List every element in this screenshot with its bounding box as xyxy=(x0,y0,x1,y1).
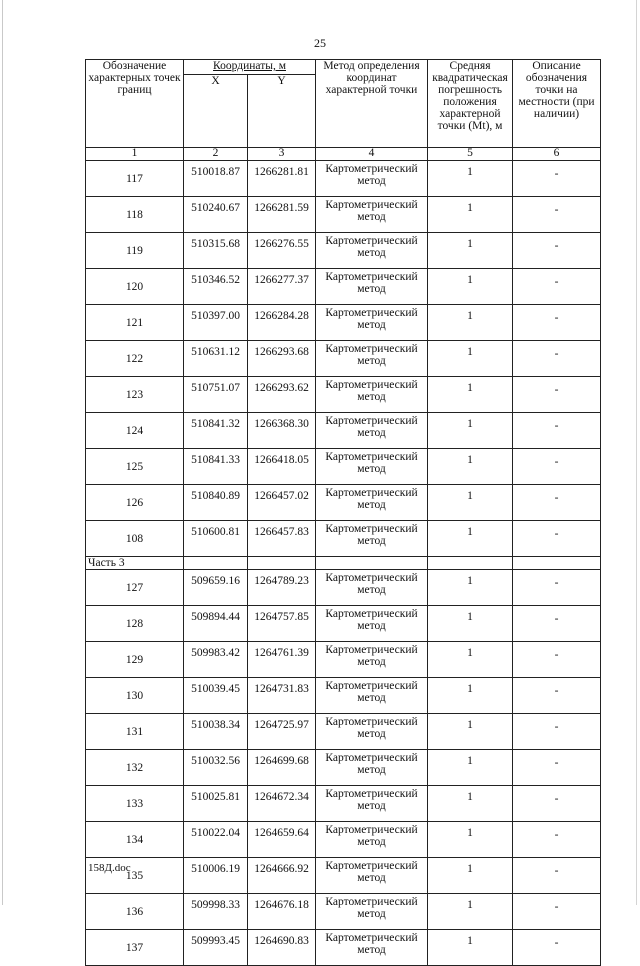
point-number-cell: 119 xyxy=(86,233,184,269)
y-coordinate-cell: 1264789.23 xyxy=(248,570,316,606)
description-cell: - xyxy=(513,858,601,894)
y-coordinate-cell: 1266418.05 xyxy=(248,449,316,485)
point-number-cell: 136 xyxy=(86,894,184,930)
error-cell: 1 xyxy=(428,197,513,233)
x-coordinate-cell: 509659.16 xyxy=(184,570,248,606)
header-row xyxy=(86,60,601,75)
empty-cell xyxy=(428,557,513,570)
description-cell: - xyxy=(513,161,601,197)
table-row xyxy=(86,449,601,485)
scan-edge-right xyxy=(636,0,637,905)
y-coordinate-cell: 1266293.62 xyxy=(248,377,316,413)
document-filename: 158Д.doc xyxy=(88,862,131,874)
error-cell: 1 xyxy=(428,678,513,714)
error-cell: 1 xyxy=(428,485,513,521)
point-number-cell: 123 xyxy=(86,377,184,413)
table-row xyxy=(86,161,601,197)
error-cell: 1 xyxy=(428,822,513,858)
method-cell: Картометрический метод xyxy=(316,678,428,714)
point-number-cell: 130 xyxy=(86,678,184,714)
description-cell: - xyxy=(513,822,601,858)
point-number-cell: 137 xyxy=(86,930,184,966)
error-cell: 1 xyxy=(428,894,513,930)
x-coordinate-cell: 509894.44 xyxy=(184,606,248,642)
x-coordinate-cell: 510841.33 xyxy=(184,449,248,485)
column-number: 6 xyxy=(513,148,601,161)
y-coordinate-cell: 1264699.68 xyxy=(248,750,316,786)
scan-edge-left xyxy=(2,0,3,905)
method-cell: Картометрический метод xyxy=(316,449,428,485)
x-coordinate-cell: 510032.56 xyxy=(184,750,248,786)
column-number: 4 xyxy=(316,148,428,161)
column-number: 2 xyxy=(184,148,248,161)
method-cell: Картометрический метод xyxy=(316,750,428,786)
method-cell: Картометрический метод xyxy=(316,485,428,521)
y-coordinate-cell: 1266281.59 xyxy=(248,197,316,233)
x-coordinate-cell: 510315.68 xyxy=(184,233,248,269)
description-cell: - xyxy=(513,485,601,521)
column-number: 3 xyxy=(248,148,316,161)
description-cell: - xyxy=(513,305,601,341)
table-row xyxy=(86,341,601,377)
y-coordinate-cell: 1266277.37 xyxy=(248,269,316,305)
x-coordinate-cell: 510751.07 xyxy=(184,377,248,413)
table-row xyxy=(86,894,601,930)
method-cell: Картометрический метод xyxy=(316,161,428,197)
table-row xyxy=(86,606,601,642)
table-body xyxy=(86,60,601,966)
description-cell: - xyxy=(513,570,601,606)
description-cell: - xyxy=(513,341,601,377)
point-number-cell: 120 xyxy=(86,269,184,305)
point-number-cell: 118 xyxy=(86,197,184,233)
boundary-points-table xyxy=(85,59,601,966)
header-description: Описание обозначения точки на местности (при наличии) xyxy=(513,60,601,148)
x-coordinate-cell: 510038.34 xyxy=(184,714,248,750)
point-number-cell: 126 xyxy=(86,485,184,521)
error-cell: 1 xyxy=(428,714,513,750)
point-number-cell: 125 xyxy=(86,449,184,485)
table-row xyxy=(86,714,601,750)
y-coordinate-cell: 1266284.28 xyxy=(248,305,316,341)
method-cell: Картометрический метод xyxy=(316,377,428,413)
method-cell: Картометрический метод xyxy=(316,606,428,642)
header-coordinates: Координаты, м xyxy=(184,60,316,75)
point-number-cell: 134 xyxy=(86,822,184,858)
table-row xyxy=(86,858,601,894)
error-cell: 1 xyxy=(428,449,513,485)
point-number-cell: 131 xyxy=(86,714,184,750)
header-designation: Обозначение характерных точек границ xyxy=(86,60,184,148)
x-coordinate-cell: 509993.45 xyxy=(184,930,248,966)
empty-cell xyxy=(513,557,601,570)
y-coordinate-cell: 1264725.97 xyxy=(248,714,316,750)
method-cell: Картометрический метод xyxy=(316,930,428,966)
point-number-cell: 129 xyxy=(86,642,184,678)
header-y: Y xyxy=(248,75,316,148)
y-coordinate-cell: 1264666.92 xyxy=(248,858,316,894)
table-row xyxy=(86,642,601,678)
error-cell: 1 xyxy=(428,161,513,197)
point-number-cell: 117 xyxy=(86,161,184,197)
y-coordinate-cell: 1264731.83 xyxy=(248,678,316,714)
table-row xyxy=(86,413,601,449)
x-coordinate-cell: 510600.81 xyxy=(184,521,248,557)
x-coordinate-cell: 510025.81 xyxy=(184,786,248,822)
method-cell: Картометрический метод xyxy=(316,570,428,606)
table-row xyxy=(86,269,601,305)
method-cell: Картометрический метод xyxy=(316,858,428,894)
column-number: 1 xyxy=(86,148,184,161)
description-cell: - xyxy=(513,642,601,678)
error-cell: 1 xyxy=(428,606,513,642)
description-cell: - xyxy=(513,750,601,786)
x-coordinate-cell: 510631.12 xyxy=(184,341,248,377)
section-label: Часть 3 xyxy=(86,557,184,570)
x-coordinate-cell: 510006.19 xyxy=(184,858,248,894)
column-number-row xyxy=(86,148,601,161)
empty-cell xyxy=(248,557,316,570)
table-row xyxy=(86,485,601,521)
y-coordinate-cell: 1266293.68 xyxy=(248,341,316,377)
y-coordinate-cell: 1264659.64 xyxy=(248,822,316,858)
method-cell: Картометрический метод xyxy=(316,642,428,678)
x-coordinate-cell: 510840.89 xyxy=(184,485,248,521)
header-method: Метод определения координат характерной точки xyxy=(316,60,428,148)
y-coordinate-cell: 1266276.55 xyxy=(248,233,316,269)
error-cell: 1 xyxy=(428,570,513,606)
description-cell: - xyxy=(513,714,601,750)
empty-cell xyxy=(316,557,428,570)
description-cell: - xyxy=(513,786,601,822)
x-coordinate-cell: 510240.67 xyxy=(184,197,248,233)
page-number: 25 xyxy=(314,36,326,50)
error-cell: 1 xyxy=(428,305,513,341)
method-cell: Картометрический метод xyxy=(316,714,428,750)
error-cell: 1 xyxy=(428,858,513,894)
method-cell: Картометрический метод xyxy=(316,822,428,858)
description-cell: - xyxy=(513,413,601,449)
method-cell: Картометрический метод xyxy=(316,269,428,305)
y-coordinate-cell: 1266368.30 xyxy=(248,413,316,449)
column-number: 5 xyxy=(428,148,513,161)
section-row xyxy=(86,557,601,570)
x-coordinate-cell: 510397.00 xyxy=(184,305,248,341)
y-coordinate-cell: 1264761.39 xyxy=(248,642,316,678)
point-number-cell: 127 xyxy=(86,570,184,606)
error-cell: 1 xyxy=(428,413,513,449)
description-cell: - xyxy=(513,678,601,714)
y-coordinate-cell: 1264676.18 xyxy=(248,894,316,930)
table-row xyxy=(86,786,601,822)
table-row xyxy=(86,377,601,413)
x-coordinate-cell: 510346.52 xyxy=(184,269,248,305)
method-cell: Картометрический метод xyxy=(316,894,428,930)
error-cell: 1 xyxy=(428,233,513,269)
method-cell: Картометрический метод xyxy=(316,341,428,377)
point-number-cell: 121 xyxy=(86,305,184,341)
table-row xyxy=(86,750,601,786)
method-cell: Картометрический метод xyxy=(316,521,428,557)
error-cell: 1 xyxy=(428,377,513,413)
description-cell: - xyxy=(513,930,601,966)
description-cell: - xyxy=(513,449,601,485)
method-cell: Картометрический метод xyxy=(316,786,428,822)
x-coordinate-cell: 510018.87 xyxy=(184,161,248,197)
error-cell: 1 xyxy=(428,930,513,966)
description-cell: - xyxy=(513,377,601,413)
point-number-cell: 108 xyxy=(86,521,184,557)
table-row xyxy=(86,930,601,966)
description-cell: - xyxy=(513,521,601,557)
method-cell: Картометрический метод xyxy=(316,233,428,269)
error-cell: 1 xyxy=(428,341,513,377)
y-coordinate-cell: 1266457.02 xyxy=(248,485,316,521)
empty-cell xyxy=(184,557,248,570)
description-cell: - xyxy=(513,197,601,233)
error-cell: 1 xyxy=(428,521,513,557)
point-number-cell: 132 xyxy=(86,750,184,786)
point-number-cell: 124 xyxy=(86,413,184,449)
y-coordinate-cell: 1264690.83 xyxy=(248,930,316,966)
x-coordinate-cell: 510841.32 xyxy=(184,413,248,449)
table-row xyxy=(86,197,601,233)
method-cell: Картометрический метод xyxy=(316,197,428,233)
error-cell: 1 xyxy=(428,786,513,822)
x-coordinate-cell: 510039.45 xyxy=(184,678,248,714)
y-coordinate-cell: 1266281.81 xyxy=(248,161,316,197)
y-coordinate-cell: 1264672.34 xyxy=(248,786,316,822)
table-row xyxy=(86,822,601,858)
y-coordinate-cell: 1266457.83 xyxy=(248,521,316,557)
x-coordinate-cell: 509983.42 xyxy=(184,642,248,678)
description-cell: - xyxy=(513,269,601,305)
point-number-cell: 122 xyxy=(86,341,184,377)
x-coordinate-cell: 510022.04 xyxy=(184,822,248,858)
y-coordinate-cell: 1264757.85 xyxy=(248,606,316,642)
point-number-cell: 135 xyxy=(86,858,184,894)
table-row xyxy=(86,305,601,341)
description-cell: - xyxy=(513,233,601,269)
error-cell: 1 xyxy=(428,269,513,305)
table-row xyxy=(86,233,601,269)
table-row xyxy=(86,521,601,557)
header-error: Средняя квадратическая погрешность положения характерной точки (Mt), м xyxy=(428,60,513,148)
point-number-cell: 133 xyxy=(86,786,184,822)
description-cell: - xyxy=(513,606,601,642)
method-cell: Картометрический метод xyxy=(316,413,428,449)
table-row xyxy=(86,570,601,606)
x-coordinate-cell: 509998.33 xyxy=(184,894,248,930)
method-cell: Картометрический метод xyxy=(316,305,428,341)
error-cell: 1 xyxy=(428,750,513,786)
description-cell: - xyxy=(513,894,601,930)
header-x: X xyxy=(184,75,248,148)
point-number-cell: 128 xyxy=(86,606,184,642)
error-cell: 1 xyxy=(428,642,513,678)
table-row xyxy=(86,678,601,714)
